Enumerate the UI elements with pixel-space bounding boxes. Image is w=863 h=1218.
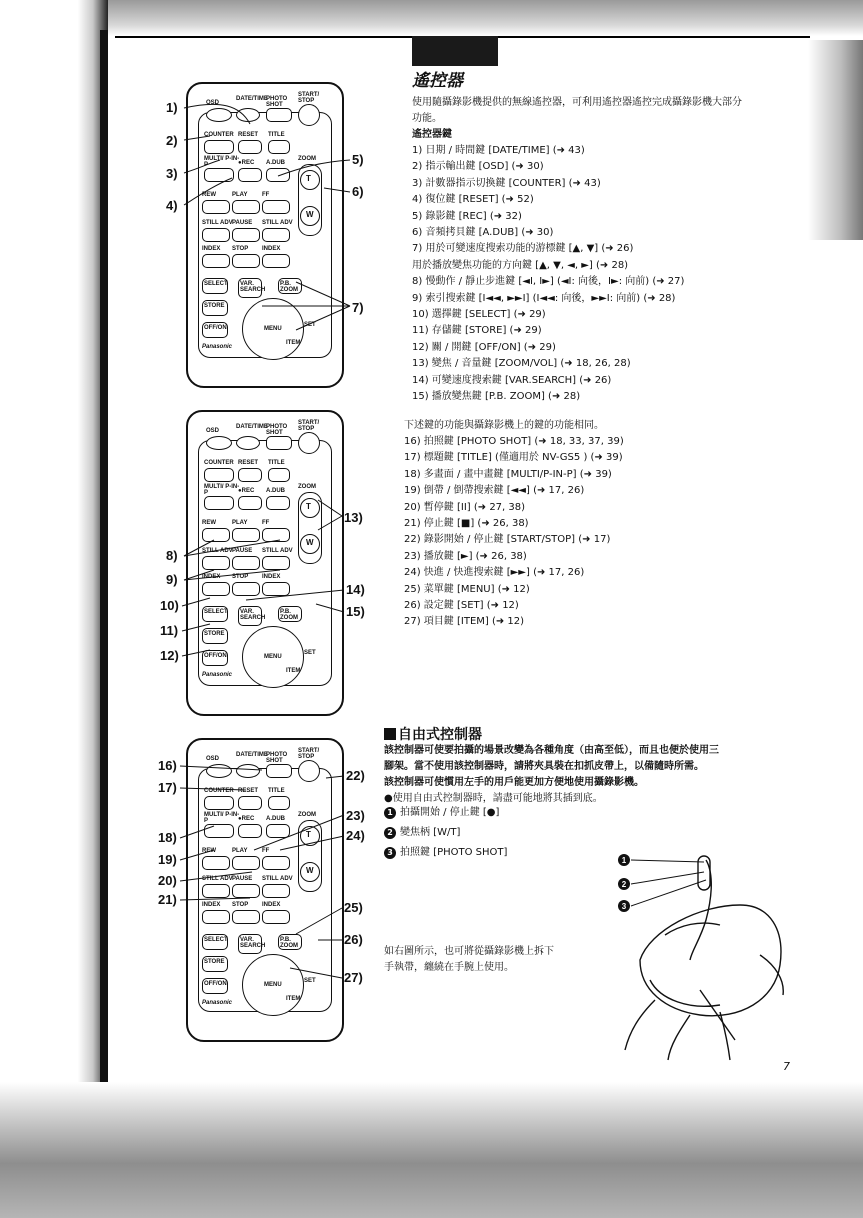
callout-7: 7) <box>352 300 364 315</box>
remote-key-label: OFF/ON <box>204 981 227 987</box>
callout-20: 20) <box>158 873 177 888</box>
callout-10: 10) <box>160 598 179 613</box>
key-description-item: 14) 可變速度搜索鍵 [VAR.SEARCH] (➜ 26) <box>412 374 612 386</box>
remote-key-label: MULTI/ P-IN-P <box>204 484 240 496</box>
key-description-item: 20) 暫停鍵 [II] (➜ 27, 38) <box>404 501 526 513</box>
remote-key-label: FF <box>262 192 270 198</box>
remote-key-label: ●REC <box>238 160 255 166</box>
remote-key-label: PAUSE <box>232 220 253 226</box>
callout-25: 25) <box>344 900 363 915</box>
zoom-caption: ZOOM <box>298 484 316 490</box>
keys-heading: 遙控器鍵 <box>412 129 452 140</box>
remote-key-label: RESET <box>238 788 259 794</box>
grip-title-text: 自由式控制器 <box>398 727 482 743</box>
key-description-item: 11) 存儲鍵 [STORE] (➜ 29) <box>412 325 542 337</box>
callout-24: 24) <box>346 828 365 843</box>
brand-logo: Panasonic <box>202 672 233 678</box>
key-description-item: 12) 關 / 開鍵 [OFF/ON] (➜ 29) <box>412 341 556 353</box>
key-description-item: 10) 選擇鍵 [SELECT] (➜ 29) <box>412 309 546 320</box>
callout-22: 22) <box>346 768 365 783</box>
remote-key-label: STORE <box>204 959 225 965</box>
callout-14: 14) <box>346 582 365 597</box>
remote-key-label: INDEX <box>262 902 281 908</box>
remote-key-label: SELECT <box>204 281 228 287</box>
key-description-item: 16) 拍照鍵 [PHOTO SHOT] (➜ 18, 33, 37, 39) <box>404 436 624 447</box>
key-description-item: 用於播放變焦功能的方向鍵 [▲, ▼, ◄, ►] (➜ 28) <box>412 259 629 271</box>
brand-logo: Panasonic <box>202 1000 233 1006</box>
remote-key-label: STORE <box>204 303 225 309</box>
remote-key-label: P.B. ZOOM <box>280 281 298 293</box>
remote-key-label: FF <box>262 520 270 526</box>
key-description-item: 9) 索引搜索鍵 [I◄◄, ►►I] (I◄◄: 向後，►►I: 向前) (➜ 28) <box>412 292 676 304</box>
remote-key-label: COUNTER <box>204 132 234 138</box>
remote-key-label: TITLE <box>268 132 285 138</box>
zoom-label: W <box>306 538 314 547</box>
callout-12: 12) <box>160 648 179 663</box>
callout-8: 8) <box>166 548 178 563</box>
set-key-label: SET <box>304 650 316 656</box>
zoom-caption: ZOOM <box>298 156 316 162</box>
remote-key-label: STILL ADV <box>262 876 293 882</box>
item-key-label: ITEM <box>286 340 301 346</box>
remote-key-label: REW <box>202 192 216 198</box>
callout-4: 4) <box>166 198 178 213</box>
remote-key-label: MULTI/ P-IN-P <box>204 156 240 168</box>
zoom-label: W <box>306 210 314 219</box>
zoom-label: T <box>306 174 311 183</box>
item-key-label: ITEM <box>286 996 301 1002</box>
remote-key-label: OSD <box>206 428 220 434</box>
intro-line-1: 使用隨攝錄影機提供的無線遙控器，可利用遙控器遙控完成攝錄影機大部分 <box>412 97 742 108</box>
zoom-label: T <box>306 502 311 511</box>
remote-key-label: PAUSE <box>232 548 253 554</box>
remote-key-label: PHOTO SHOT <box>266 96 288 108</box>
callout-17: 17) <box>158 780 177 795</box>
grip-item-label: 變焦柄 [W/T] <box>400 827 461 838</box>
remote-key-label: STILL ADV <box>262 548 293 554</box>
remote-key-label: REW <box>202 848 216 854</box>
zoom-caption: ZOOM <box>298 812 316 818</box>
key-description-item: 25) 菜單鍵 [MENU] (➜ 12) <box>404 583 530 595</box>
remote-key-label: ●REC <box>238 488 255 494</box>
remote-key-label: PLAY <box>232 848 248 854</box>
grip-item-label: 拍攝開始 / 停止鍵 [●] <box>400 807 500 818</box>
callout-5: 5) <box>352 152 364 167</box>
callout-3: 3) <box>166 166 178 181</box>
remote-key-label: SELECT <box>204 937 228 943</box>
grip-text-3: 該控制器可使慣用左手的用戶能更加方便地使用攝錄影機。 <box>384 777 644 788</box>
same-function-note: 下述鍵的功能與攝錄影機上的鍵的功能相同。 <box>404 420 604 431</box>
remote-key-label: STILL ADV <box>202 876 233 882</box>
key-description-item: 2) 指示輸出鍵 [OSD] (➜ 30) <box>412 161 544 173</box>
remote-key-label: PLAY <box>232 192 248 198</box>
callout-11: 11) <box>160 623 179 638</box>
key-description-item: 18) 多畫面 / 畫中畫鍵 [MULTI/P-IN-P] (➜ 39) <box>404 468 612 480</box>
remote-key-label: COUNTER <box>204 788 234 794</box>
remote-key-label: START/ STOP <box>298 92 320 104</box>
key-description-item: 21) 停止鍵 [■] (➜ 26, 38) <box>404 518 529 529</box>
remote-key-label: P.B. ZOOM <box>280 937 298 949</box>
remote-key-label: INDEX <box>202 574 221 580</box>
key-description-item: 26) 設定鍵 [SET] (➜ 12) <box>404 600 519 611</box>
remote-key-label: PAUSE <box>232 876 253 882</box>
page-number: 7 <box>783 1060 790 1073</box>
remote-key-label: P.B. ZOOM <box>280 609 298 621</box>
remote-key-label: TITLE <box>268 460 285 466</box>
key-description-item: 4) 復位鍵 [RESET] (➜ 52) <box>412 194 534 206</box>
remote-key-label: RESET <box>238 132 259 138</box>
menu-key-label: MENU <box>264 654 282 660</box>
remote-key-label: SELECT <box>204 609 228 615</box>
key-description-item: 13) 變焦 / 音量鍵 [ZOOM/VOL] (➜ 18, 26, 28) <box>412 358 631 370</box>
key-description-item: 24) 快進 / 快進搜索鍵 [►►] (➜ 17, 26) <box>404 567 585 579</box>
grip-text-1: 該控制器可使要拍攝的場景改變為各種角度（由高至低），而且也便於使用三 <box>384 745 719 756</box>
number-badge: 2 <box>384 827 396 839</box>
remote-key-label: VAR. SEARCH <box>240 609 266 621</box>
remote-key-label: A.DUB <box>266 160 285 166</box>
set-key-label: SET <box>304 322 316 328</box>
remote-key-label: REW <box>202 520 216 526</box>
remote-key-label: FF <box>262 848 270 854</box>
camera-callout-3: 3 <box>621 902 627 911</box>
remote-key-label: TITLE <box>268 788 285 794</box>
remote-key-label: DATE/TIME <box>236 96 268 102</box>
key-description-item: 3) 計數器指示切換鍵 [COUNTER] (➜ 43) <box>412 177 601 189</box>
remote-key-label: OSD <box>206 100 220 106</box>
remote-key-label: STORE <box>204 631 225 637</box>
number-badge: 3 <box>384 847 396 859</box>
callout-1: 1) <box>166 100 178 115</box>
camera-callout-1: 1 <box>621 856 627 865</box>
remote-key-label: STILL ADV <box>202 548 233 554</box>
key-description-item: 1) 日期 / 時間鍵 [DATE/TIME] (➜ 43) <box>412 145 585 156</box>
brand-logo: Panasonic <box>202 344 233 350</box>
grip-text-4: ●使用自由式控制器時，請盡可能地將其插到底。 <box>384 793 603 804</box>
menu-key-label: MENU <box>264 326 282 332</box>
callout-23: 23) <box>346 808 365 823</box>
key-description-item: 22) 錄影開始 / 停止鍵 [START/STOP] (➜ 17) <box>404 534 611 546</box>
remote-key-label: INDEX <box>202 246 221 252</box>
callout-9: 9) <box>166 572 178 587</box>
remote-key-label: MULTI/ P-IN-P <box>204 812 240 824</box>
remote-key-label: INDEX <box>262 246 281 252</box>
remote-key-label: STOP <box>232 574 249 580</box>
remote-key-label: PHOTO SHOT <box>266 752 288 764</box>
callout-21: 21) <box>158 892 177 907</box>
remote-key-label: OFF/ON <box>204 325 227 331</box>
section-title: 遙控器 <box>412 71 463 91</box>
remote-key-label: A.DUB <box>266 488 285 494</box>
callout-16: 16) <box>158 758 177 773</box>
remote-key-label: STOP <box>232 902 249 908</box>
remote-key-label: DATE/TIME <box>236 424 268 430</box>
key-description-item: 8) 慢動作 / 靜止步進鍵 [◄I, I►] (◄I: 向後，I►: 向前) (➜ 27) <box>412 276 685 288</box>
remote-key-label: A.DUB <box>266 816 285 822</box>
remote-key-label: STILL ADV <box>202 220 233 226</box>
remote-key-label: OSD <box>206 756 220 762</box>
remote-key-label: OFF/ON <box>204 653 227 659</box>
callout-2: 2) <box>166 133 178 148</box>
callout-6: 6) <box>352 184 364 199</box>
key-description-item: 6) 音頻拷貝鍵 [A.DUB] (➜ 30) <box>412 227 554 238</box>
remote-key-label: COUNTER <box>204 460 234 466</box>
callout-13: 13) <box>344 510 363 525</box>
callout-26: 26) <box>344 932 363 947</box>
remote-key-label: START/ STOP <box>298 748 320 760</box>
remote-key-label: INDEX <box>262 574 281 580</box>
remote-key-label: RESET <box>238 460 259 466</box>
number-badge: 1 <box>384 807 396 819</box>
remote-key-label: PHOTO SHOT <box>266 424 288 436</box>
remote-key-label: START/ STOP <box>298 420 320 432</box>
callout-15: 15) <box>346 604 365 619</box>
key-description-item: 5) 錄影鍵 [REC] (➜ 32) <box>412 210 522 222</box>
remote-key-label: PLAY <box>232 520 248 526</box>
intro-line-2: 功能。 <box>412 113 442 124</box>
wrist-note-2: 手執帶，纏繞在手腕上使用。 <box>384 962 514 973</box>
remote-key-label: STOP <box>232 246 249 252</box>
key-description-item: 27) 項目鍵 [ITEM] (➜ 12) <box>404 616 525 628</box>
grip-text-2: 腳架。當不使用該控制器時，請將夾具裝在扣抓皮帶上，以備隨時所需。 <box>384 761 704 772</box>
remote-key-label: VAR. SEARCH <box>240 281 266 293</box>
zoom-label: T <box>306 830 311 839</box>
key-description-item: 19) 倒帶 / 倒帶搜索鍵 [◄◄] (➜ 17, 26) <box>404 485 585 497</box>
camera-callout-2: 2 <box>621 880 627 889</box>
remote-key-label: STILL ADV <box>262 220 293 226</box>
remote-key-label: INDEX <box>202 902 221 908</box>
menu-key-label: MENU <box>264 982 282 988</box>
key-description-item: 23) 播放鍵 [►] (➜ 26, 38) <box>404 550 527 562</box>
callout-19: 19) <box>158 852 177 867</box>
grip-item-label: 拍照鍵 [PHOTO SHOT] <box>400 847 508 858</box>
key-description-item: 7) 用於可變速度搜索功能的游標鍵 [▲, ▼] (➜ 26) <box>412 243 634 255</box>
key-description-item: 15) 播放變焦鍵 [P.B. ZOOM] (➜ 28) <box>412 391 581 402</box>
set-key-label: SET <box>304 978 316 984</box>
zoom-label: W <box>306 866 314 875</box>
remote-key-label: DATE/TIME <box>236 752 268 758</box>
callout-27: 27) <box>344 970 363 985</box>
key-description-item: 17) 標題鍵 [TITLE] (僅適用於 NV-GS5 ) (➜ 39) <box>404 452 623 464</box>
remote-key-label: VAR. SEARCH <box>240 937 266 949</box>
callout-18: 18) <box>158 830 177 845</box>
wrist-note-1: 如右圖所示，也可將從攝錄影機上拆下 <box>384 946 554 957</box>
item-key-label: ITEM <box>286 668 301 674</box>
remote-key-label: ●REC <box>238 816 255 822</box>
